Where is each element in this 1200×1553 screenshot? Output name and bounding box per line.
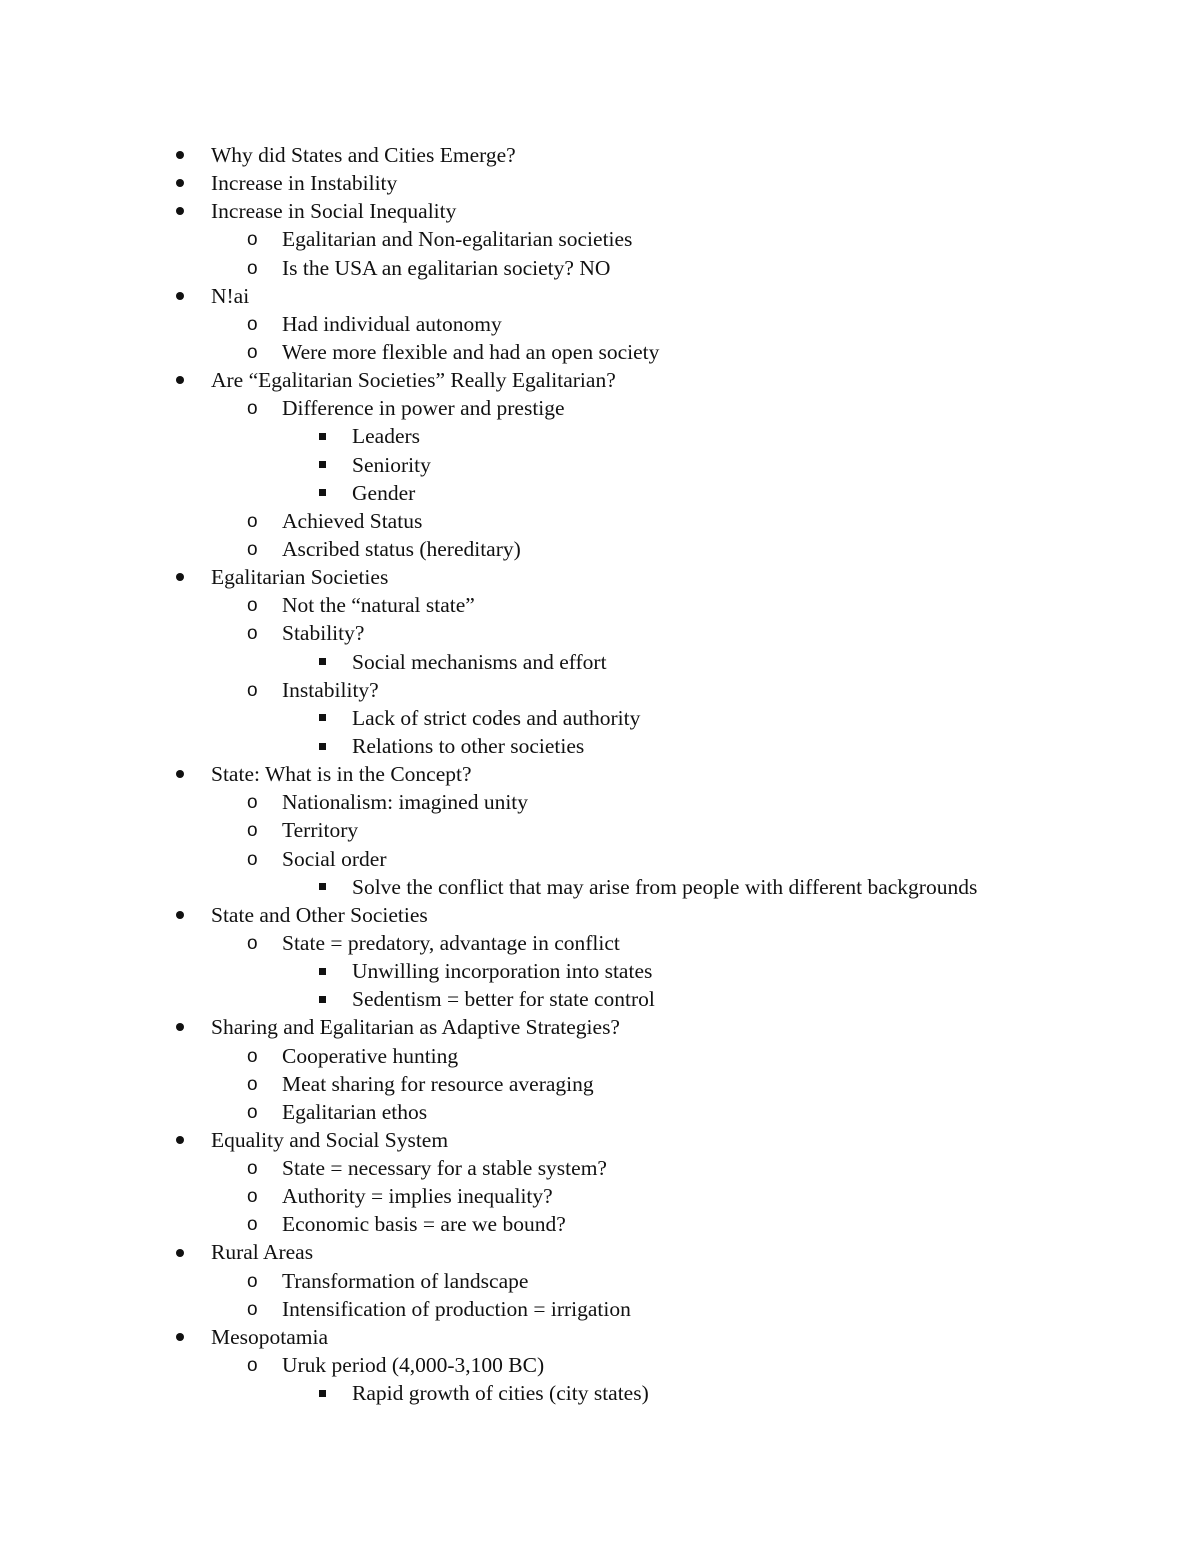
bullet-dot-icon <box>176 770 184 778</box>
circle-o-bullet-icon: o <box>247 623 258 645</box>
list-item-text: Are “Egalitarian Societies” Really Egalitarian? <box>211 368 616 393</box>
circle-o-bullet-icon <box>247 535 258 563</box>
list-item <box>0 338 1200 366</box>
circle-o-bullet-icon: o <box>247 1298 258 1320</box>
bullet-dot-icon <box>176 376 184 384</box>
list-item-text: Is the USA an egalitarian society? NO <box>282 255 611 280</box>
list-item <box>0 507 1200 535</box>
circle-o-bullet-icon: o <box>247 510 258 532</box>
circle-o-bullet-icon: o <box>247 595 258 617</box>
list-item <box>0 676 1200 704</box>
circle-o-bullet-icon <box>247 1042 258 1070</box>
list-item-text: Territory <box>282 818 359 843</box>
square-bullet-icon <box>319 1390 326 1397</box>
list-item-text: Solve the conflict that may arise from people with different backgrounds <box>352 874 978 899</box>
circle-o-bullet-icon: o <box>247 1270 258 1292</box>
list-item-text: Egalitarian and Non-egalitarian societies <box>282 227 633 252</box>
list-item <box>0 1013 1200 1041</box>
square-bullet-icon <box>319 732 326 760</box>
list-item-text: Uruk period (4,000-3,100 BC) <box>282 1353 545 1378</box>
list-item <box>0 1182 1200 1210</box>
bullet-dot-icon <box>176 1013 184 1041</box>
list-item <box>0 1126 1200 1154</box>
list-item-text: Increase in Instability <box>211 171 398 196</box>
list-item <box>0 1351 1200 1379</box>
circle-o-bullet-icon <box>247 1210 258 1238</box>
list-item-text: Stability? <box>282 621 365 646</box>
list-item <box>0 1210 1200 1238</box>
circle-o-bullet-icon: o <box>247 1186 258 1208</box>
list-item <box>0 422 1200 450</box>
list-item <box>0 873 1200 901</box>
square-bullet-icon <box>319 743 326 750</box>
circle-o-bullet-icon <box>247 1098 258 1126</box>
list-item-text: Mesopotamia <box>211 1324 329 1349</box>
circle-o-bullet-icon: o <box>247 792 258 814</box>
list-item <box>0 451 1200 479</box>
list-item <box>0 1323 1200 1351</box>
circle-o-bullet-icon: o <box>247 342 258 364</box>
square-bullet-icon <box>319 479 326 507</box>
list-item <box>0 732 1200 760</box>
list-item <box>0 760 1200 788</box>
list-item <box>0 1042 1200 1070</box>
list-item <box>0 619 1200 647</box>
list-item <box>0 929 1200 957</box>
square-bullet-icon <box>319 433 326 440</box>
list-item <box>0 1379 1200 1407</box>
circle-o-bullet-icon <box>247 310 258 338</box>
square-bullet-icon <box>319 648 326 676</box>
list-item <box>0 479 1200 507</box>
list-item-text: Rural Areas <box>211 1240 314 1265</box>
list-item-text: N!ai <box>211 283 250 308</box>
bullet-dot-icon <box>176 207 184 215</box>
list-item-text: Achieved Status <box>282 508 423 533</box>
circle-o-bullet-icon <box>247 676 258 704</box>
square-bullet-icon <box>319 968 326 975</box>
circle-o-bullet-icon <box>247 1154 258 1182</box>
list-item-text: Gender <box>352 480 416 505</box>
bullet-dot-icon <box>176 1323 184 1351</box>
list-item-text: Egalitarian Societies <box>211 565 389 590</box>
circle-o-bullet-icon <box>247 1351 258 1379</box>
list-item-text: Unwilling incorporation into states <box>352 959 653 984</box>
list-item-text: Sharing and Egalitarian as Adaptive Strategies? <box>211 1015 620 1040</box>
list-item-text: State: What is in the Concept? <box>211 762 472 787</box>
square-bullet-icon <box>319 957 326 985</box>
list-item-text: Equality and Social System <box>211 1127 449 1152</box>
list-item <box>0 816 1200 844</box>
notes-outline <box>0 141 1200 1407</box>
list-item-text: Meat sharing for resource averaging <box>282 1071 594 1096</box>
list-item-text: Ascribed status (hereditary) <box>282 536 521 561</box>
list-item <box>0 366 1200 394</box>
list-item <box>0 282 1200 310</box>
list-item <box>0 254 1200 282</box>
list-item <box>0 169 1200 197</box>
list-item-text: Leaders <box>352 424 421 449</box>
list-item <box>0 563 1200 591</box>
bullet-dot-icon <box>176 179 184 187</box>
circle-o-bullet-icon: o <box>247 229 258 251</box>
square-bullet-icon <box>319 489 326 496</box>
list-item-text: Instability? <box>282 677 379 702</box>
list-item <box>0 141 1200 169</box>
circle-o-bullet-icon <box>247 788 258 816</box>
list-item <box>0 845 1200 873</box>
list-item-text: Sedentism = better for state control <box>352 987 655 1012</box>
bullet-dot-icon <box>176 292 184 300</box>
list-item <box>0 591 1200 619</box>
list-item-text: State = predatory, advantage in conflict <box>282 930 620 955</box>
circle-o-bullet-icon: o <box>247 1101 258 1123</box>
list-item-text: Intensification of production = irrigation <box>282 1296 631 1321</box>
bullet-dot-icon <box>176 169 184 197</box>
list-item <box>0 310 1200 338</box>
list-item-text: Relations to other societies <box>352 733 585 758</box>
list-item-text: Nationalism: imagined unity <box>282 790 529 815</box>
circle-o-bullet-icon: o <box>247 820 258 842</box>
list-item <box>0 1098 1200 1126</box>
list-item-text: Egalitarian ethos <box>282 1099 428 1124</box>
list-item-text: Rapid growth of cities (city states) <box>352 1381 649 1406</box>
square-bullet-icon <box>319 451 326 479</box>
list-item <box>0 1154 1200 1182</box>
bullet-dot-icon <box>176 1136 184 1144</box>
circle-o-bullet-icon <box>247 619 258 647</box>
bullet-dot-icon <box>176 1238 184 1266</box>
circle-o-bullet-icon <box>247 254 258 282</box>
circle-o-bullet-icon: o <box>247 1158 258 1180</box>
list-item <box>0 197 1200 225</box>
list-item <box>0 901 1200 929</box>
circle-o-bullet-icon <box>247 845 258 873</box>
square-bullet-icon <box>319 704 326 732</box>
list-item <box>0 1070 1200 1098</box>
list-item-text: Seniority <box>352 452 431 477</box>
bullet-dot-icon <box>176 282 184 310</box>
square-bullet-icon <box>319 883 326 890</box>
circle-o-bullet-icon: o <box>247 848 258 870</box>
bullet-dot-icon <box>176 1333 184 1341</box>
circle-o-bullet-icon <box>247 1182 258 1210</box>
list-item-text: Were more flexible and had an open society <box>282 339 660 364</box>
square-bullet-icon <box>319 873 326 901</box>
bullet-dot-icon <box>176 563 184 591</box>
circle-o-bullet-icon: o <box>247 313 258 335</box>
bullet-dot-icon <box>176 366 184 394</box>
circle-o-bullet-icon: o <box>247 1045 258 1067</box>
circle-o-bullet-icon: o <box>247 1355 258 1377</box>
bullet-dot-icon <box>176 1249 184 1257</box>
bullet-dot-icon <box>176 760 184 788</box>
circle-o-bullet-icon <box>247 929 258 957</box>
circle-o-bullet-icon <box>247 1070 258 1098</box>
list-item <box>0 985 1200 1013</box>
circle-o-bullet-icon <box>247 225 258 253</box>
list-item-text: Had individual autonomy <box>282 311 502 336</box>
square-bullet-icon <box>319 658 326 665</box>
list-item-text: Authority = implies inequality? <box>282 1184 553 1209</box>
circle-o-bullet-icon: o <box>247 1214 258 1236</box>
circle-o-bullet-icon: o <box>247 1073 258 1095</box>
circle-o-bullet-icon <box>247 1295 258 1323</box>
bullet-dot-icon <box>176 151 184 159</box>
circle-o-bullet-icon <box>247 338 258 366</box>
bullet-dot-icon <box>176 573 184 581</box>
bullet-dot-icon <box>176 1126 184 1154</box>
square-bullet-icon <box>319 996 326 1003</box>
list-item <box>0 957 1200 985</box>
circle-o-bullet-icon: o <box>247 398 258 420</box>
bullet-dot-icon <box>176 1023 184 1031</box>
circle-o-bullet-icon <box>247 394 258 422</box>
square-bullet-icon <box>319 461 326 468</box>
list-item-text: Not the “natural state” <box>282 593 475 618</box>
square-bullet-icon <box>319 985 326 1013</box>
list-item-text: Transformation of landscape <box>282 1268 529 1293</box>
bullet-dot-icon <box>176 911 184 919</box>
circle-o-bullet-icon <box>247 507 258 535</box>
circle-o-bullet-icon <box>247 1267 258 1295</box>
list-item-text: Economic basis = are we bound? <box>282 1212 566 1237</box>
list-item <box>0 225 1200 253</box>
list-item-text: State = necessary for a stable system? <box>282 1156 607 1181</box>
square-bullet-icon <box>319 422 326 450</box>
square-bullet-icon <box>319 714 326 721</box>
list-item-text: Social mechanisms and effort <box>352 649 607 674</box>
list-item-text: Increase in Social Inequality <box>211 199 457 224</box>
bullet-dot-icon <box>176 141 184 169</box>
list-item <box>0 1295 1200 1323</box>
bullet-dot-icon <box>176 901 184 929</box>
circle-o-bullet-icon: o <box>247 539 258 561</box>
list-item-text: State and Other Societies <box>211 902 428 927</box>
list-item <box>0 1267 1200 1295</box>
bullet-dot-icon <box>176 197 184 225</box>
list-item <box>0 788 1200 816</box>
list-item <box>0 1238 1200 1266</box>
list-item-text: Lack of strict codes and authority <box>352 705 641 730</box>
list-item <box>0 704 1200 732</box>
list-item-text: Cooperative hunting <box>282 1043 459 1068</box>
circle-o-bullet-icon: o <box>247 933 258 954</box>
circle-o-bullet-icon: o <box>247 679 258 701</box>
circle-o-bullet-icon <box>247 816 258 844</box>
circle-o-bullet-icon <box>247 591 258 619</box>
square-bullet-icon <box>319 1379 326 1407</box>
circle-o-bullet-icon: o <box>247 257 258 279</box>
list-item-text: Why did States and Cities Emerge? <box>211 143 516 167</box>
list-item-text: Social order <box>282 846 387 871</box>
list-item <box>0 535 1200 563</box>
list-item <box>0 648 1200 676</box>
list-item <box>0 394 1200 422</box>
list-item-text: Difference in power and prestige <box>282 396 565 421</box>
